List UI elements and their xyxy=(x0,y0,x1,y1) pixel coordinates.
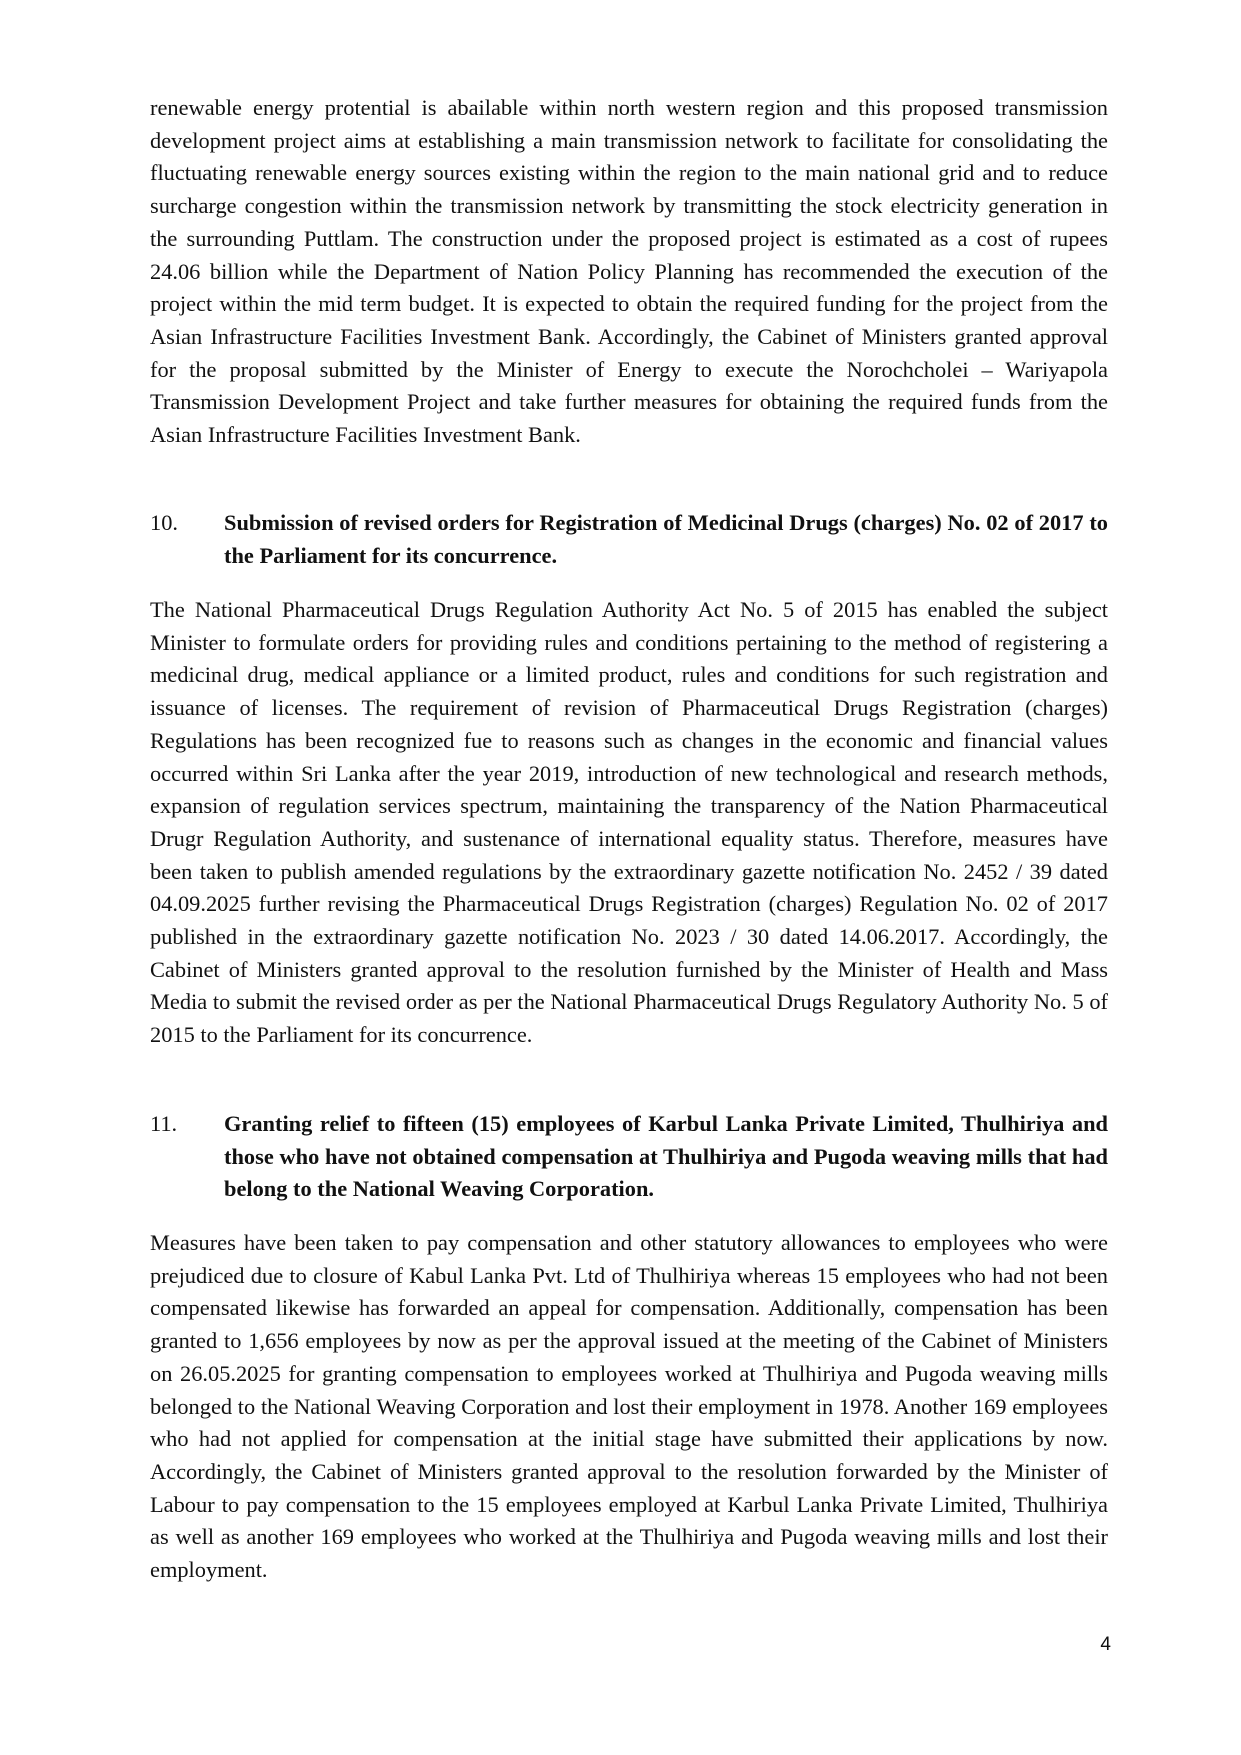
section-10-title: Submission of revised orders for Registration of Medicinal Drugs (charges) No. 02 of 2017 to the Parliament for its concurrence. xyxy=(224,510,1108,568)
paragraph-transmission-project: renewable energy protential is abailable within north western region and this proposed transmission development project aims at establishing a main transmission network to facilitate for consolidating the fluctuating renewable energy sources existing within the region to the main national grid and to reduce surcharge congestion within the transmission network by transmitting the stock electricity generation in the surrounding Puttlam. The construction under the proposed project is estimated as a cost of rupees 24.06 billion while the Department of Nation Policy Planning has recommended the execution of the project within the mid term budget. It is expected to obtain the required funding for the project from the Asian Infrastructure Facilities Investment Bank. Accordingly, the Cabinet of Ministers granted approval for the proposal submitted by the Minister of Energy to execute the Norochcholei – Wariyapola Transmission Development Project and take further measures for obtaining the required funds from the Asian Infrastructure Facilities Investment Bank. xyxy=(150,95,1108,448)
page-number: 4 xyxy=(1100,1634,1111,1655)
section-11-number: 11. xyxy=(150,1111,178,1136)
paragraph-weaving-compensation: Measures have been taken to pay compensation and other statutory allowances to employees who were prejudiced due to closure of Kabul Lanka Pvt. Ltd of Thulhiriya whereas 15 employees who had not been compensated likewise has forwarded an appeal for compensation. Additionally, compensation has been granted to 1,656 employees by now as per the approval issued at the meeting of the Cabinet of Ministers on 26.05.2025 for granting compensation to employees worked at Thulhiriya and Pugoda weaving mills belonged to the National Weaving Corporation and lost their employment in 1978. Another 169 employees who had not applied for compensation at the initial stage have submitted their applications by now. Accordingly, the Cabinet of Ministers granted approval to the resolution forwarded by the Minister of Labour to pay compensation to the 15 employees employed at Karbul Lanka Private Limited, Thulhiriya as well as another 169 employees who worked at the Thulhiriya and Pugoda weaving mills and lost their employment. xyxy=(150,1230,1108,1583)
section-10-heading xyxy=(150,507,1108,572)
paragraph-medicinal-drugs: The National Pharmaceutical Drugs Regulation Authority Act No. 5 of 2015 has enabled the subject Minister to formulate orders for providing rules and conditions pertaining to the method of registering a medicinal drug, medical appliance or a limited product, rules and conditions for such registration and issuance of licenses. The requirement of revision of Pharmaceutical Drugs Registration (charges) Regulations has been recognized fue to reasons such as changes in the economic and financial values occurred within Sri Lanka after the year 2019, introduction of new technological and research methods, expansion of regulation services spectrum, maintaining the transparency of the Nation Pharmaceutical Drugr Regulation Authority, and sustenance of international equality status. Therefore, measures have been taken to publish amended regulations by the extraordinary gazette notification No. 2452 / 39 dated 04.09.2025 further revising the Pharmaceutical Drugs Registration (charges) Regulation No. 02 of 2017 published in the extraordinary gazette notification No. 2023 / 30 dated 14.06.2017. Accordingly, the Cabinet of Ministers granted approval to the resolution furnished by the Minister of Health and Mass Media to submit the revised order as per the National Pharmaceutical Drugs Regulatory Authority No. 5 of 2015 to the Parliament for its concurrence. xyxy=(150,597,1108,1048)
section-11-heading xyxy=(150,1108,1108,1206)
section-11-title: Granting relief to fifteen (15) employees of Karbul Lanka Private Limited, Thulhiriya and those who have not obtained compensation at Thulhiriya and Pugoda weaving mills that had belong to the National Weaving Corporation. xyxy=(224,1111,1108,1202)
section-10-number: 10. xyxy=(150,510,178,535)
